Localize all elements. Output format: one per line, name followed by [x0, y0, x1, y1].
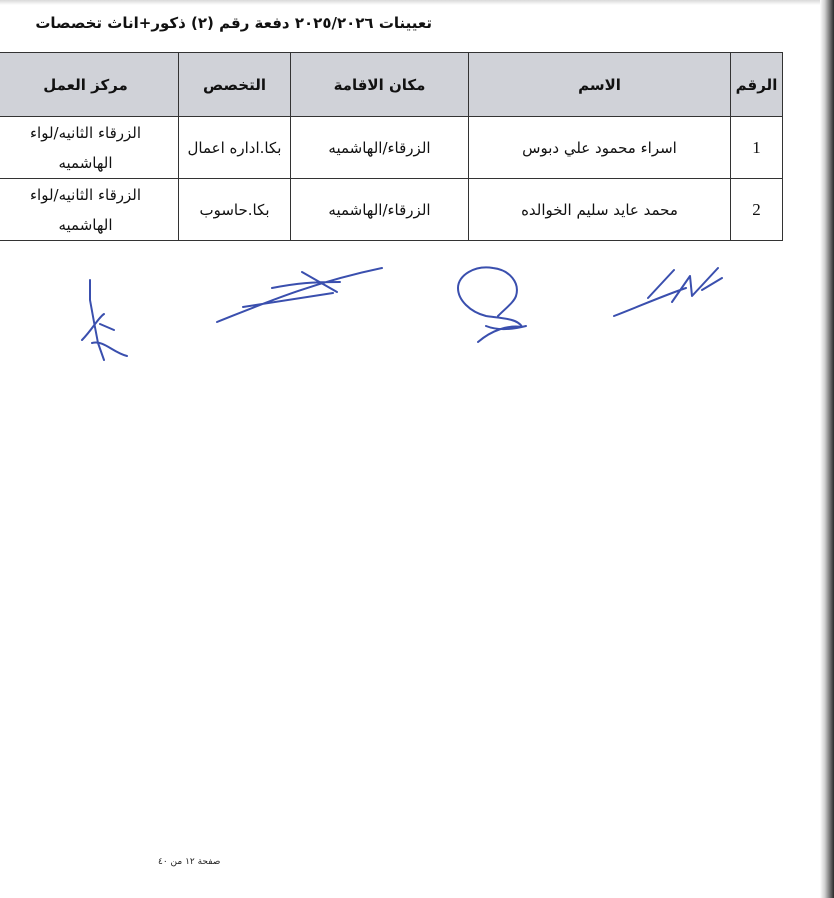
- header-specialty: التخصص: [179, 53, 291, 117]
- workplace-line-2: الهاشميه: [58, 215, 113, 234]
- workplace-line-1: الزرقاء الثانيه/لواء: [30, 123, 141, 142]
- page-top-edge: [0, 0, 834, 5]
- cell-workplace: [0, 179, 179, 241]
- table-row: [0, 117, 783, 179]
- cell-number: 2: [731, 179, 783, 241]
- cell-specialty: بكا.حاسوب: [179, 179, 291, 241]
- page-right-edge-shadow: [820, 0, 834, 898]
- cell-name: اسراء محمود علي دبوس: [469, 117, 731, 179]
- signature-2: [217, 268, 382, 322]
- page-number-footer: صفحة ١٢ من ٤٠: [158, 857, 221, 867]
- signature-1: [82, 280, 127, 360]
- document-title: تعيينات ٢٠٢٥/٢٠٢٦ دفعة رقم (٢) ذكور+اناث تخصصات: [35, 14, 432, 32]
- cell-residence: الزرقاء/الهاشميه: [291, 179, 469, 241]
- workplace-line-2: الهاشميه: [58, 153, 113, 172]
- cell-residence: الزرقاء/الهاشميه: [291, 117, 469, 179]
- signature-3: [458, 267, 526, 342]
- cell-number: 1: [731, 117, 783, 179]
- cell-name: محمد عايد سليم الخوالده: [469, 179, 731, 241]
- signature-4: [614, 268, 722, 316]
- header-workplace: مركز العمل: [0, 53, 179, 117]
- assignments-table: [0, 52, 783, 241]
- table-row: [0, 179, 783, 241]
- cell-workplace: [0, 117, 179, 179]
- cell-specialty: بكا.اداره اعمال: [179, 117, 291, 179]
- header-residence: مكان الاقامة: [291, 53, 469, 117]
- workplace-line-1: الزرقاء الثانيه/لواء: [30, 185, 141, 204]
- header-number: الرقم: [731, 53, 783, 117]
- header-name: الاسم: [469, 53, 731, 117]
- assignments-table-container: [0, 52, 782, 241]
- table-header-row: [0, 53, 783, 117]
